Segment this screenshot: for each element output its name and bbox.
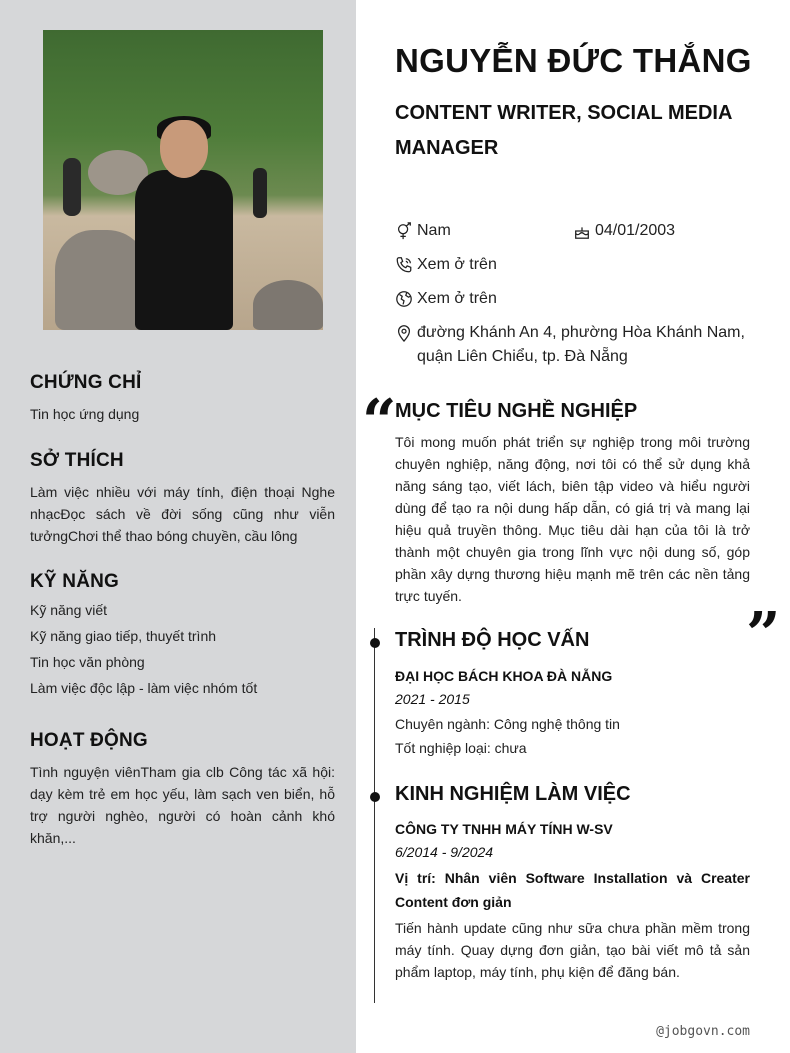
timeline-dot [370, 638, 380, 648]
education-period: 2021 - 2015 [395, 691, 470, 707]
experience-heading: KINH NGHIỆM LÀM VIỆC [395, 783, 631, 805]
quote-open-icon: “ [362, 387, 397, 457]
cake-icon [573, 219, 595, 243]
certificates-section [30, 372, 335, 425]
profile-photo [43, 30, 323, 330]
phone-icon [395, 253, 417, 277]
job-title: CONTENT WRITER, SOCIAL MEDIA MANAGER [395, 102, 732, 159]
website-value: Xem ở trên [417, 290, 497, 307]
hobbies-section [30, 450, 335, 547]
quote-close-icon: ” [746, 600, 781, 670]
activities-heading: HOẠT ĐỘNG [30, 730, 148, 751]
candidate-name: NGUYỄN ĐỨC THẮNG [395, 42, 752, 79]
location-pin-icon [395, 321, 417, 345]
experience-description: Tiến hành update cũng như sữa chưa phần mềm trong máy tính. Quay dựng đơn giản, tạo bài viết mô tả sản phẩm laptop, máy tính, phụ kiện để đăng bán. [395, 920, 750, 980]
gender-value: Nam [417, 222, 451, 239]
skill-item: Kỹ năng giao tiếp, thuyết trình [30, 628, 217, 644]
watermark: @jobgovn.com [656, 1024, 750, 1039]
timeline-dot [370, 792, 380, 802]
activities-section [30, 730, 335, 849]
address-row [395, 321, 750, 369]
skills-section [30, 571, 335, 701]
experience-role: Vị trí: Nhân viên Software Installation và Creater Content đơn giản [395, 870, 750, 910]
skills-heading: KỸ NĂNG [30, 571, 120, 592]
certificates-heading: CHỨNG CHỈ [30, 372, 142, 393]
education-grade: Tốt nghiệp loại: chưa [395, 740, 527, 756]
gender-icon [395, 219, 417, 243]
timeline-line [374, 628, 375, 1003]
skill-item: Làm việc độc lập - làm việc nhóm tốt [30, 680, 258, 696]
hobbies-text: Làm việc nhiều với máy tính, điện thoại Nghe nhạcĐọc sách về đời sống cũng như viễn tưởngChơi thể thao bóng chuyền, cầu lông [30, 484, 335, 544]
hobbies-heading: SỞ THÍCH [30, 450, 124, 471]
education-heading: TRÌNH ĐỘ HỌC VẤN [395, 629, 590, 651]
skill-item: Kỹ năng viết [30, 602, 108, 618]
birthday-row [573, 219, 675, 243]
gender-row [395, 219, 451, 243]
website-row [395, 287, 497, 311]
education-major: Chuyên ngành: Công nghệ thông tin [395, 716, 620, 732]
birthday-value: 04/01/2003 [595, 222, 676, 239]
objective-heading: MỤC TIÊU NGHỀ NGHIỆP [395, 400, 638, 422]
school-name: ĐẠI HỌC BÁCH KHOA ĐÀ NẴNG [395, 668, 613, 684]
address-value: đường Khánh An 4, phường Hòa Khánh Nam, quận Liên Chiểu, tp. Đà Nẵng [417, 324, 745, 365]
experience-period: 6/2014 - 9/2024 [395, 844, 494, 860]
skill-item: Tin học văn phòng [30, 654, 145, 670]
phone-row [395, 253, 497, 277]
objective-text: Tôi mong muốn phát triển sự nghiệp trong môi trường chuyên nghiệp, năng động, nơi tôi có thể sử dụng khả năng sáng tạo, viết lách, biên tập video và hiểu người dùng để tạo ra nội dung hấp dẫn, có giá trị và mang lại hiệu quả truyền thông. Mục tiêu dài hạn của tôi là trở thành một chuyên gia trong lĩnh vực nội dung số, góp phần xây dựng thương hiệu mạnh mẽ trên các nền tảng trực tuyến. [395, 434, 750, 604]
phone-value: Xem ở trên [417, 256, 497, 273]
globe-icon [395, 287, 417, 311]
activities-text: Tình nguyện viênTham gia clb Công tác xã hội: dạy kèm trẻ em học yếu, làm sạch ven biển, hỗ trợ người nghèo, người có hoàn cảnh khó khăn,... [30, 764, 335, 846]
company-name: CÔNG TY TNHH MÁY TÍNH W-SV [395, 821, 613, 837]
certificates-text: Tin học ứng dụng [30, 406, 140, 422]
